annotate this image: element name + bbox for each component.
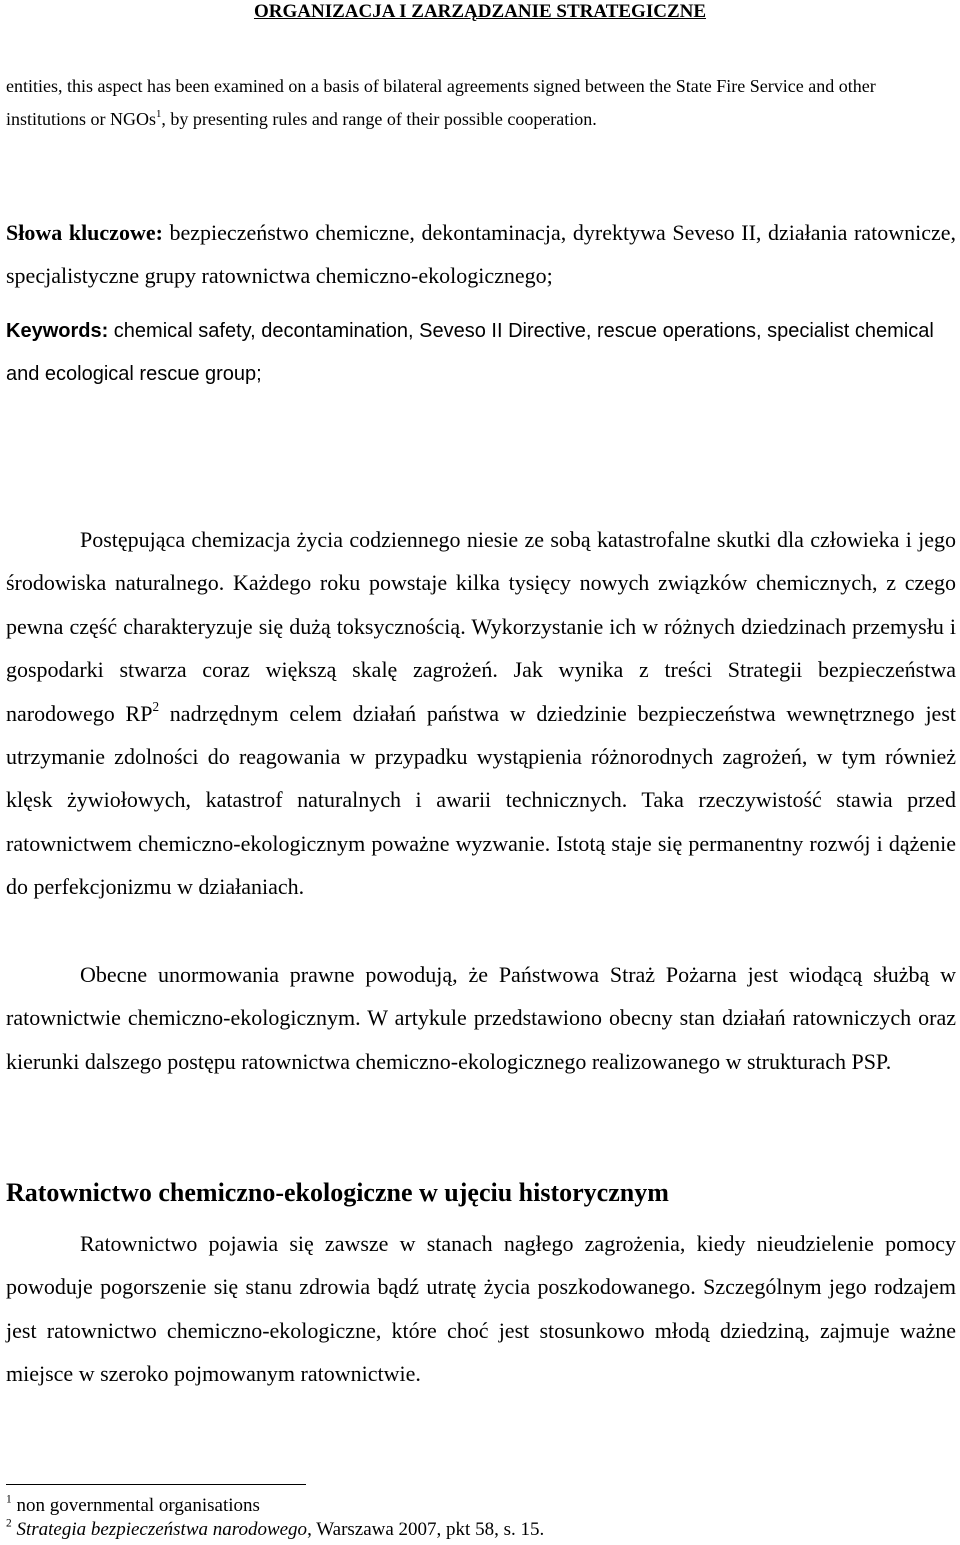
abstract-text-part2: , by presenting rules and range of their possible cooperation. (161, 109, 597, 129)
footnote-1-number: 1 (6, 1493, 12, 1506)
abstract-english-end (6, 70, 956, 136)
footnote-1-text: non governmental organisations (11, 1495, 260, 1516)
keywords-english-text: chemical safety, decontamination, Seveso II Directive, rescue operations, specialist chemical and ecological rescue group; (6, 320, 934, 385)
footnote-2 (6, 1518, 956, 1542)
keywords-polish-label: Słowa kluczowe: (6, 220, 163, 245)
paragraph-introduction (6, 518, 956, 909)
footnote-2-number: 2 (6, 1517, 12, 1530)
keywords-polish-text: bezpieczeństwo chemiczne, dekontaminacja, dyrektywa Seveso II, działania ratownicze, specjalistyczne grupy ratownictwa chemiczno-ekologicznego; (6, 220, 956, 288)
footnotes (6, 1494, 956, 1542)
paragraph1-text-part1: Postępująca chemizacja życia codziennego niesie ze sobą katastrofalne skutki dla człowieka i jego środowiska naturalnego. Każdego roku powstaje kilka tysięcy nowych związków chemicznych, z czego pewna część charakteryzuje się dużą toksycznością. Wykorzystanie ich w różnych dziedzinach przemysłu i gospodarki stwarza coraz większą skalę zagrożeń. Jak wynika z treści Strategii bezpieczeństwa narodowego RP (6, 527, 956, 726)
keywords-english-label: Keywords: (6, 320, 109, 342)
section-heading: Ratownictwo chemiczno-ekologiczne w ujęciu historycznym (6, 1178, 669, 1207)
paragraph1-text-part2: nadrzędnym celem działań państwa w dziedzinie bezpieczeństwa wewnętrznego jest utrzymanie zdolności do reagowania w przypadku wystąpienia różnorodnych zagrożeń, w tym również klęsk żywiołowych, katastrof naturalnych i awarii technicznych. Taka rzeczywistość stawia przed ratownictwem chemiczno-ekologicznym poważne wyzwanie. Istotą staje się permanentny rozwój i dążenie do perfekcjonizmu w działaniach. (6, 700, 956, 900)
footnote-ref-1[interactable]: 1 (156, 107, 162, 120)
paragraph-history: Ratownictwo pojawia się zawsze w stanach nagłego zagrożenia, kiedy nieudzielenie pomocy powoduje pogorszenie się stanu zdrowia bądź utratę życia poszkodowanego. Szczególnym jego rodzajem jest ratownictwo chemiczno-ekologiczne, które choć jest stosunkowo młodą dziedziną, zajmuje ważne miejsce w szeroko pojmowanym ratownictwie. (6, 1231, 956, 1387)
paragraph-article-scope: Obecne unormowania prawne powodują, że Państwowa Straż Pożarna jest wiodącą służbą w ratownictwie chemiczno-ekologicznym. W artykule przedstawiono obecny stan działań ratowniczych oraz kierunki dalszego postępu ratownictwa chemiczno-ekologicznego realizowanego w strukturach PSP. (6, 962, 956, 1074)
footnote-1 (6, 1494, 956, 1518)
abstract-text-part1: entities, this aspect has been examined on a basis of bilateral agreements signed between the State Fire Service and other institutions or NGOs (6, 76, 876, 129)
footnote-2-text: , Warszawa 2007, pkt 58, s. 15. (307, 1519, 545, 1540)
keywords-english (6, 310, 956, 396)
keywords-polish (6, 211, 956, 297)
running-header: ORGANIZACJA I ZARZĄDZANIE STRATEGICZNE (253, 1, 707, 22)
footnote-ref-2[interactable]: 2 (152, 698, 160, 714)
footnote-separator (6, 1484, 306, 1485)
footnote-2-title: Strategia bezpieczeństwa narodowego (16, 1519, 308, 1540)
